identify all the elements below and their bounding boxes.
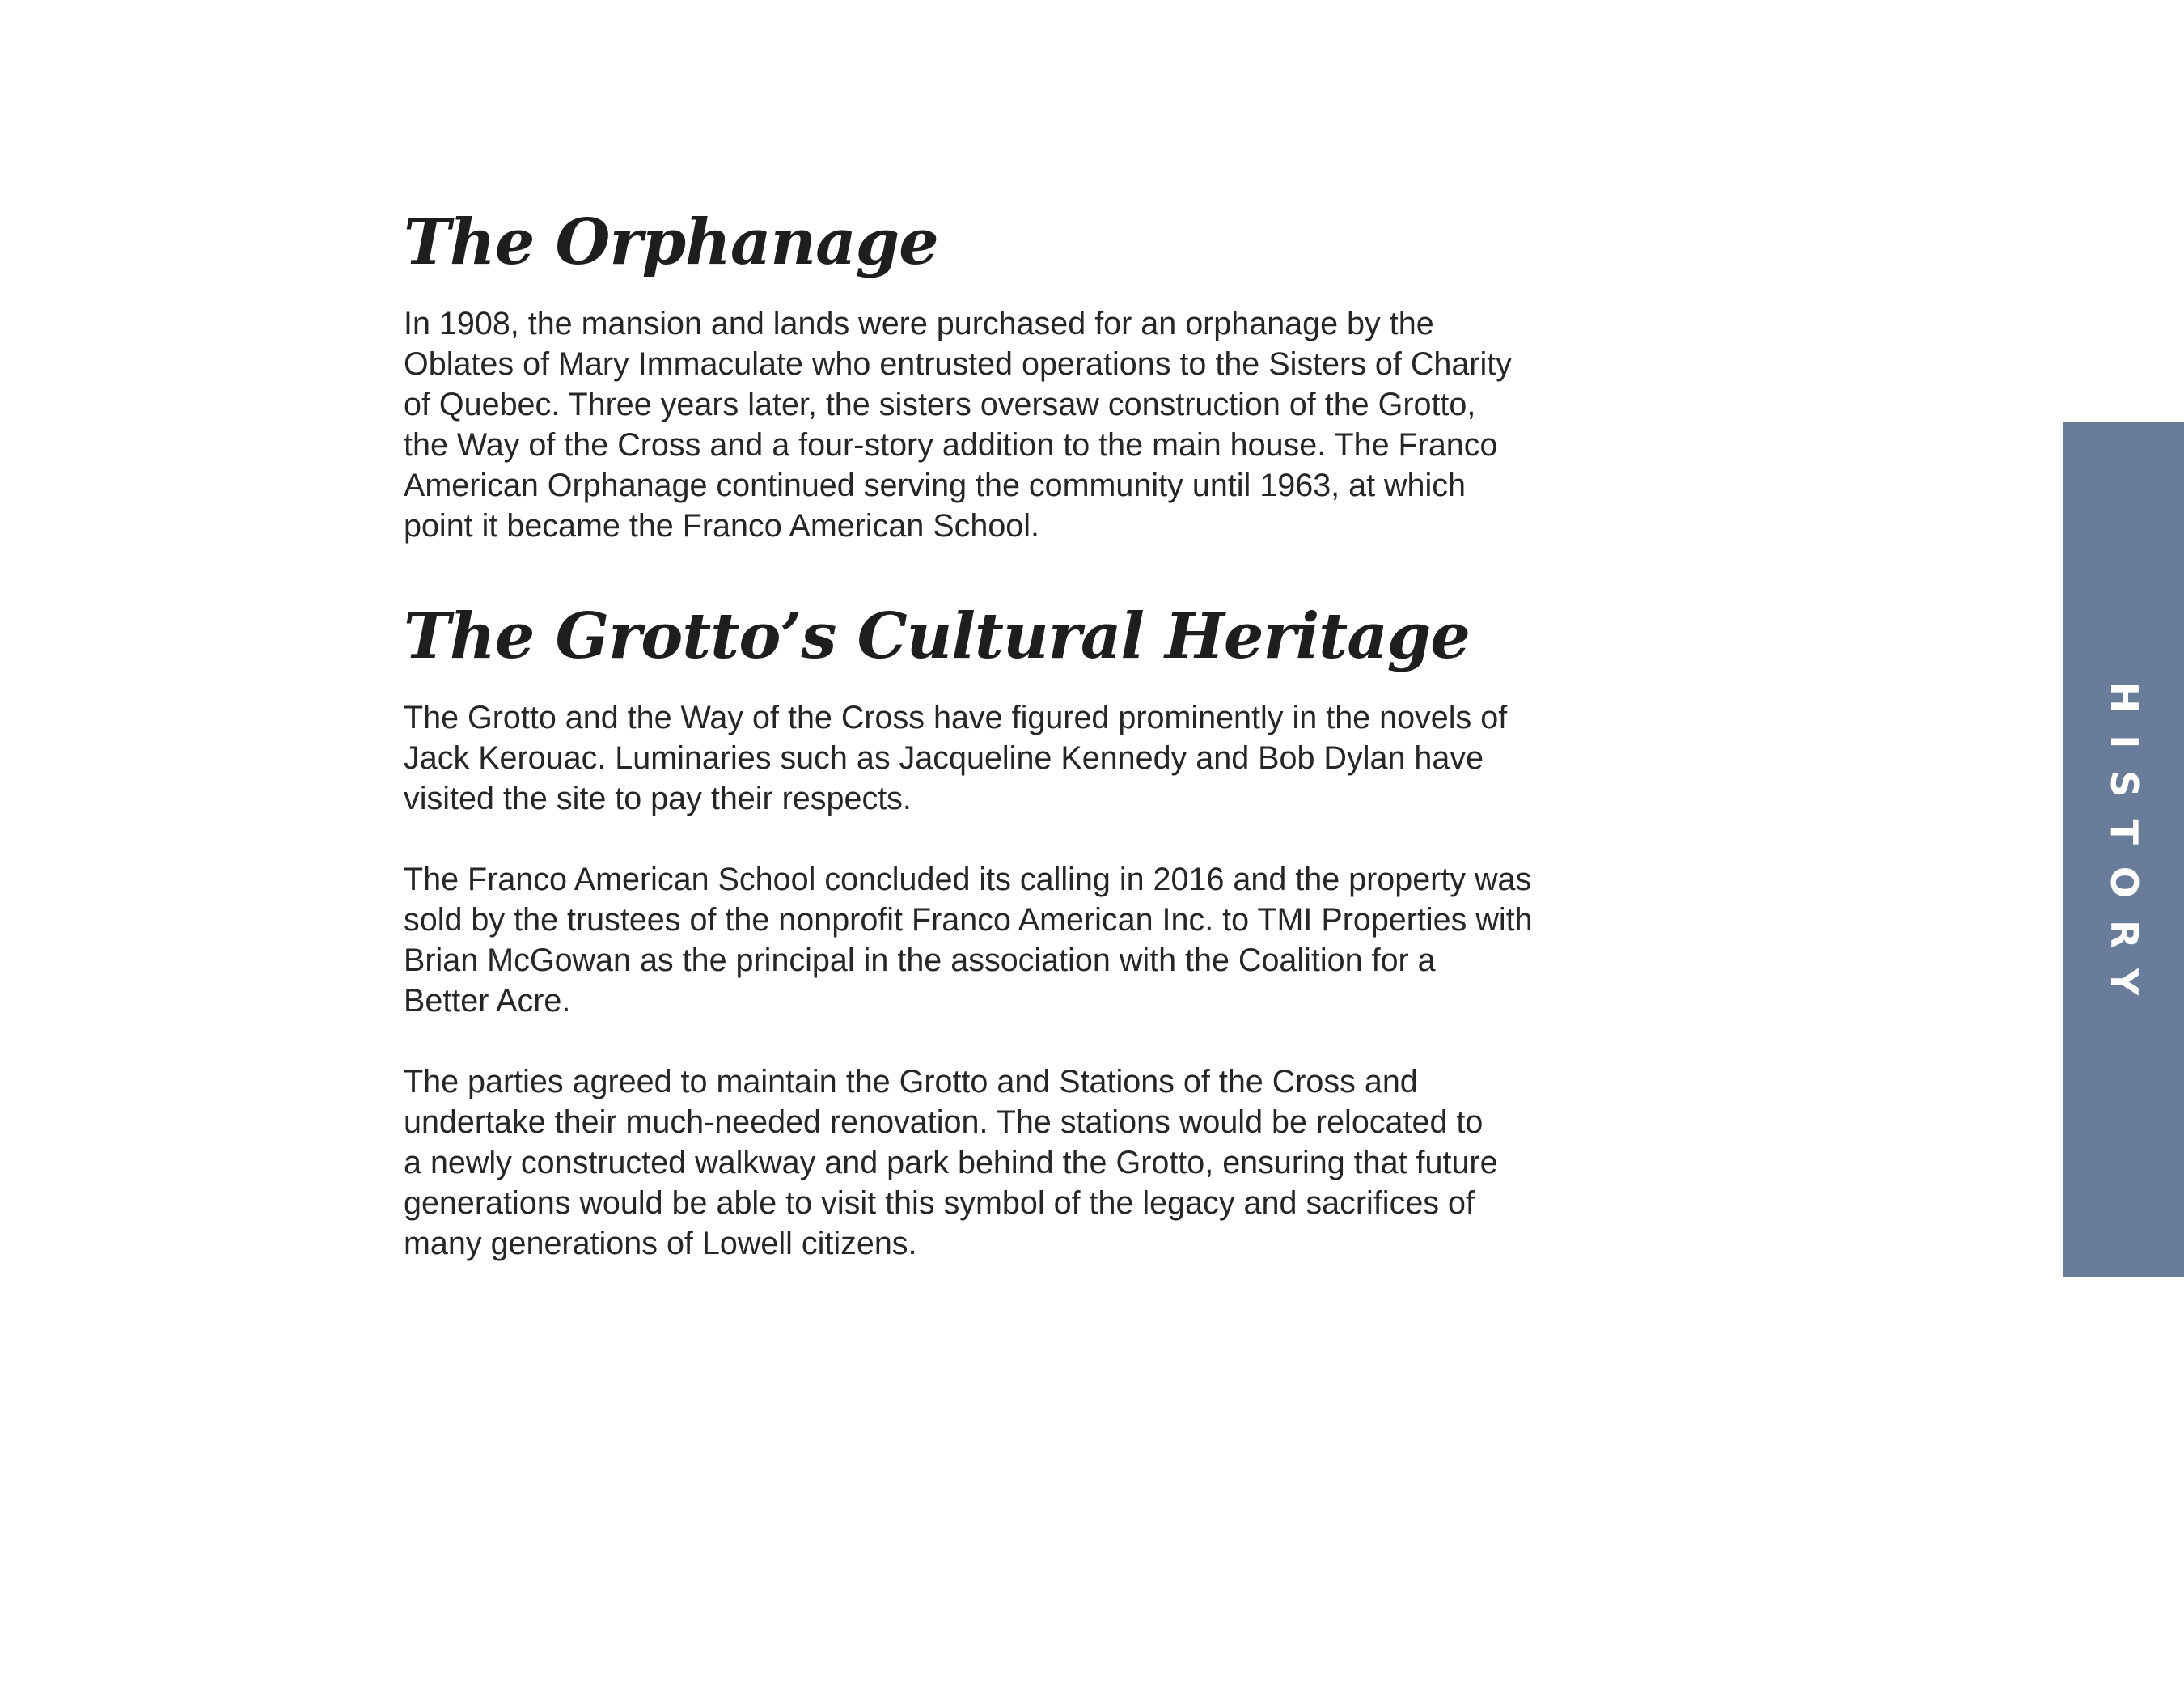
text-line: sold by the trustees of the nonprofit Franco American Inc. to TMI Properties with xyxy=(404,902,1533,938)
text-line: the Way of the Cross and a four-story addition to the main house. The Franco xyxy=(404,427,1498,463)
text-line: visited the site to pay their respects. xyxy=(404,781,912,816)
text-line: generations would be able to visit this symbol of the legacy and sacrifices of xyxy=(404,1185,1475,1221)
text-line: Better Acre. xyxy=(404,983,571,1019)
text-line: Oblates of Mary Immaculate who entrusted operations to the Sisters of Charity xyxy=(404,346,1512,382)
text-line: The Grotto and the Way of the Cross have figured prominently in the novels of xyxy=(404,700,1508,735)
text-line: point it became the Franco American School. xyxy=(404,508,1040,544)
side-tab-label: HISTORY xyxy=(2101,681,2146,1017)
section-heading-orphanage: The Orphanage xyxy=(404,205,938,279)
paragraph-school-sale xyxy=(404,859,1617,1021)
text-line: The parties agreed to maintain the Grotto and Stations of the Cross and xyxy=(404,1064,1418,1099)
text-line: undertake their much-needed renovation. The stations would be relocated to xyxy=(404,1104,1484,1140)
history-side-tab xyxy=(2063,422,2184,1277)
section-heading-grotto-heritage: The Grotto’s Cultural Heritage xyxy=(404,600,1470,673)
text-line: of Quebec. Three years later, the sisters oversaw construction of the Grotto, xyxy=(404,387,1476,422)
main-content xyxy=(404,202,1617,1264)
text-line: Brian McGowan as the principal in the association with the Coalition for a xyxy=(404,943,1436,978)
text-line: Jack Kerouac. Luminaries such as Jacqueline Kennedy and Bob Dylan have xyxy=(404,740,1484,776)
text-line: many generations of Lowell citizens. xyxy=(404,1226,917,1261)
paragraph-renovation xyxy=(404,1061,1617,1264)
text-line: American Orphanage continued serving the community until 1963, at which xyxy=(404,468,1467,503)
text-line: The Franco American School concluded its calling in 2016 and the property was xyxy=(404,862,1532,897)
text-line: a newly constructed walkway and park behind the Grotto, ensuring that future xyxy=(404,1145,1498,1180)
paragraph-kerouac xyxy=(404,697,1617,819)
paragraph-orphanage xyxy=(404,303,1617,546)
text-line: In 1908, the mansion and lands were purchased for an orphanage by the xyxy=(404,306,1434,341)
